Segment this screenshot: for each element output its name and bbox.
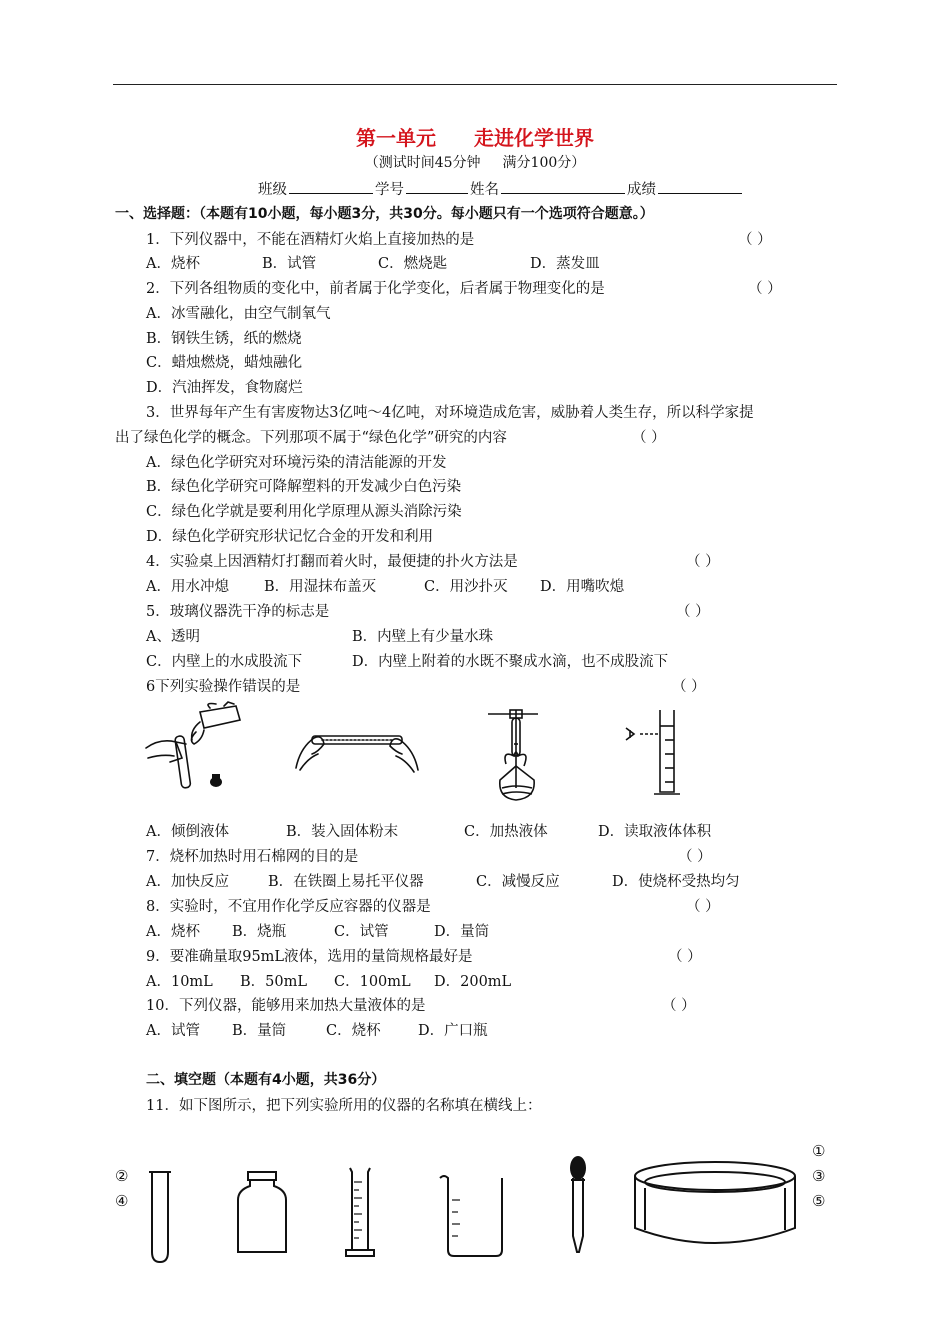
- q7-option-c: C．减慢反应: [476, 874, 560, 890]
- q3-answer[interactable]: （ ）: [632, 430, 666, 446]
- q7-option-d: D．使烧杯受热均匀: [612, 874, 740, 890]
- q10-option-b: B．量筒: [232, 1023, 287, 1039]
- q3-option-d: D．绿色化学研究形状记忆合金的开发和利用: [146, 529, 434, 545]
- q6-answer[interactable]: （ ）: [672, 679, 706, 695]
- q6-stem: 6下列实验操作错误的是: [146, 679, 301, 695]
- number-field[interactable]: [406, 178, 468, 194]
- q10-answer[interactable]: （ ）: [662, 998, 696, 1014]
- q7-answer[interactable]: （ ）: [678, 849, 712, 865]
- q8-option-a: A．烧杯: [146, 924, 200, 940]
- q2-option-d: D．汽油挥发，食物腐烂: [146, 380, 303, 396]
- top-rule: [113, 84, 837, 85]
- add-powder-figure: [292, 708, 422, 778]
- q1-option-b: B．试管: [262, 256, 317, 272]
- q3-stem-line1: 3．世界每年产生有害废物达3亿吨～4亿吨，对环境造成危害，威胁着人类生存，所以科学家提: [146, 405, 754, 421]
- student-info: [258, 178, 744, 199]
- q9-option-b: B．50mL: [240, 974, 307, 990]
- q1-option-a: A．烧杯: [146, 256, 200, 272]
- q1-stem: 1．下列仪器中，不能在酒精灯火焰上直接加热的是: [146, 232, 475, 248]
- q6-option-d: D．读取液体体积: [598, 824, 712, 840]
- page-title: 第一单元 走进化学世界: [356, 126, 594, 150]
- blank-label-2: ②: [115, 1167, 129, 1185]
- wide-mouth-bottle-figure: [232, 1168, 292, 1258]
- q4-stem: 4．实验桌上因酒精灯打翻而着火时，最便捷的扑火方法是: [146, 554, 518, 570]
- q3-stem-line2: 出了绿色化学的概念。下列那项不属于“绿色化学”研究的内容: [115, 430, 507, 446]
- graduated-cylinder-figure: [340, 1164, 380, 1264]
- q9-option-d: D．200mL: [434, 974, 512, 990]
- heat-liquid-figure: [478, 708, 558, 803]
- read-volume-figure: [620, 706, 700, 801]
- q4-answer[interactable]: （ ）: [686, 554, 720, 570]
- q8-option-b: B．烧瓶: [232, 924, 287, 940]
- class-field[interactable]: [289, 178, 373, 194]
- page-subtitle: （测试时间45分钟 满分100分）: [364, 155, 586, 171]
- q1-option-d: D．蒸发皿: [530, 256, 600, 272]
- q2-option-b: B．钢铁生锈，纸的燃烧: [146, 331, 302, 347]
- q5-option-a: A、透明: [146, 629, 200, 645]
- blank-label-3: ③: [812, 1167, 826, 1185]
- q8-option-d: D．量筒: [434, 924, 490, 940]
- q6-option-a: A．倾倒液体: [146, 824, 229, 840]
- q9-option-a: A．10mL: [146, 974, 213, 990]
- q6-option-b: B．装入固体粉末: [286, 824, 399, 840]
- q2-stem: 2．下列各组物质的变化中，前者属于化学变化，后者属于物理变化的是: [146, 281, 605, 297]
- q10-stem: 10．下列仪器，能够用来加热大量液体的是: [146, 998, 426, 1014]
- q5-option-c: C．内壁上的水成股流下: [146, 654, 303, 670]
- class-label: 班级: [258, 182, 287, 198]
- q9-answer[interactable]: （ ）: [668, 949, 702, 965]
- evaporating-dish-figure: [630, 1158, 800, 1258]
- q8-stem: 8．实验时，不宜用作化学反应容器的仪器是: [146, 899, 431, 915]
- beaker-figure: [434, 1170, 514, 1260]
- section1-heading: 一、选择题：（本题有10小题，每小题3分，共30分。每小题只有一个选项符合题意。）: [115, 206, 654, 222]
- q4-option-d: D．用嘴吹熄: [540, 579, 625, 595]
- q6-option-c: C．加热液体: [464, 824, 548, 840]
- q3-option-c: C．绿色化学就是要利用化学原理从源头消除污染: [146, 504, 462, 520]
- q5-stem: 5．玻璃仪器洗干净的标志是: [146, 604, 330, 620]
- name-field[interactable]: [501, 178, 625, 194]
- q3-option-a: A．绿色化学研究对环境污染的清洁能源的开发: [146, 455, 447, 471]
- q4-option-c: C．用沙扑灭: [424, 579, 508, 595]
- q9-stem: 9．要准确量取95mL液体，选用的量筒规格最好是: [146, 949, 473, 965]
- q8-option-c: C．试管: [334, 924, 389, 940]
- name-label: 姓名: [470, 182, 499, 198]
- q7-option-b: B．在铁圈上易托平仪器: [268, 874, 424, 890]
- q9-option-c: C．100mL: [334, 974, 411, 990]
- blank-label-1: ①: [812, 1142, 826, 1160]
- grade-field[interactable]: [658, 178, 742, 194]
- q1-answer[interactable]: （ ）: [738, 232, 772, 248]
- q1-option-c: C．燃烧匙: [378, 256, 448, 272]
- dropper-figure: [560, 1152, 600, 1257]
- q4-option-a: A．用水冲熄: [146, 579, 229, 595]
- q8-answer[interactable]: （ ）: [686, 899, 720, 915]
- pour-liquid-figure: [140, 700, 250, 795]
- q10-option-c: C．烧杯: [326, 1023, 381, 1039]
- section2-heading: 二、填空题（本题有4小题，共36分）: [146, 1072, 386, 1088]
- q2-answer[interactable]: （ ）: [748, 281, 782, 297]
- test-tube-figure: [140, 1168, 180, 1268]
- q7-stem: 7．烧杯加热时用石棉网的目的是: [146, 849, 359, 865]
- blank-label-5: ⑤: [812, 1192, 826, 1210]
- grade-label: 成绩: [627, 182, 656, 198]
- q7-option-a: A．加快反应: [146, 874, 229, 890]
- q5-option-d: D．内壁上附着的水既不聚成水滴，也不成股流下: [352, 654, 669, 670]
- q2-option-c: C．蜡烛燃烧，蜡烛融化: [146, 355, 303, 371]
- q3-option-b: B．绿色化学研究可降解塑料的开发减少白色污染: [146, 479, 462, 495]
- q4-option-b: B．用湿抹布盖灭: [264, 579, 377, 595]
- q11-stem: 11．如下图所示，把下列实验所用的仪器的名称填在横线上：: [146, 1098, 542, 1114]
- q10-option-a: A．试管: [146, 1023, 200, 1039]
- q2-option-a: A．冰雪融化，由空气制氧气: [146, 306, 331, 322]
- q10-option-d: D．广口瓶: [418, 1023, 488, 1039]
- number-label: 学号: [375, 182, 404, 198]
- q5-answer[interactable]: （ ）: [676, 604, 710, 620]
- blank-label-4: ④: [115, 1192, 129, 1210]
- q5-option-b: B．内壁上有少量水珠: [352, 629, 494, 645]
